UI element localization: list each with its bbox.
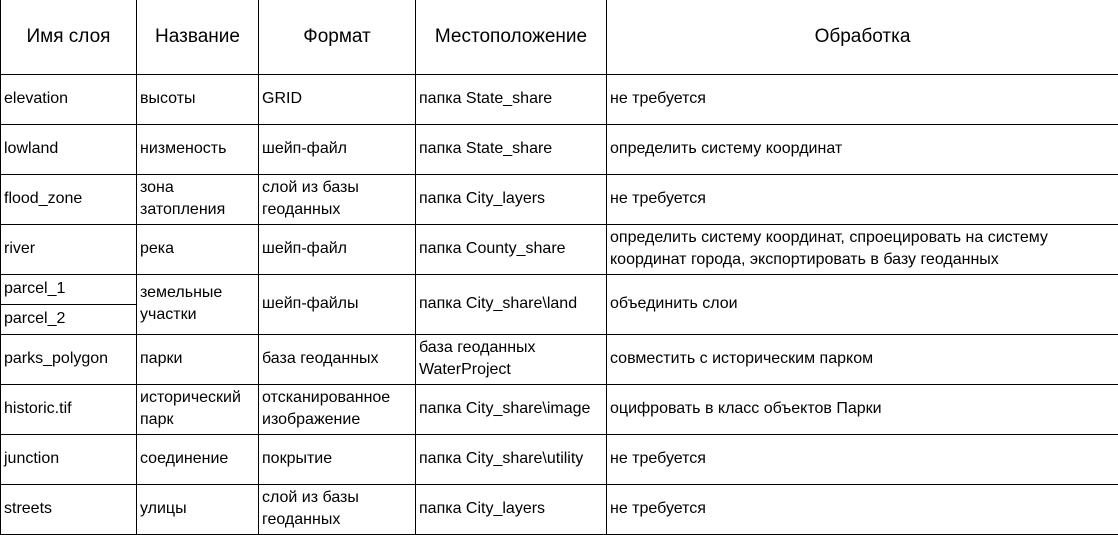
cell-location: папка City_share\utility [416,434,607,484]
cell-processing: не требуется [607,484,1118,534]
cell-format: слой из базы геоданных [259,174,416,224]
cell-processing: определить систему координат, спроецировать на систему координат города, экспортировать в базу геоданных [607,224,1118,274]
cell-location: папка County_share [416,224,607,274]
cell-format: GRID [259,74,416,124]
cell-layer: elevation [1,74,137,124]
table-row [1,484,1118,534]
cell-layer: streets [1,484,137,534]
cell-name: парки [137,334,259,384]
cell-format: шейп-файл [259,124,416,174]
cell-name: улицы [137,484,259,534]
cell-layer: parcel_1 [1,274,137,304]
cell-name: низменость [137,124,259,174]
cell-layer: river [1,224,137,274]
cell-location: папка City_share\land [416,274,607,334]
table-row [1,224,1118,274]
cell-location: папка State_share [416,124,607,174]
cell-layer: parcel_2 [1,304,137,334]
cell-processing: не требуется [607,174,1118,224]
table-row [1,74,1118,124]
header-processing: Обработка [607,0,1118,74]
header-format: Формат [259,0,416,74]
table-row [1,334,1118,384]
header-layer-name: Имя слоя [1,0,137,74]
table-row [1,124,1118,174]
header-row [1,0,1118,74]
cell-layer: junction [1,434,137,484]
cell-format: шейп-файл [259,224,416,274]
cell-layer: historic.tif [1,384,137,434]
cell-location: папка City_layers [416,484,607,534]
cell-processing: совместить с историческим парком [607,334,1118,384]
cell-format: слой из базы геоданных [259,484,416,534]
cell-name: зона затопления [137,174,259,224]
cell-location: папка City_layers [416,174,607,224]
cell-name: река [137,224,259,274]
header-location: Местоположение [416,0,607,74]
cell-name: высоты [137,74,259,124]
cell-processing: не требуется [607,434,1118,484]
cell-format: шейп-файлы [259,274,416,334]
table-row [1,174,1118,224]
cell-location: папка City_share\image [416,384,607,434]
cell-format: покрытие [259,434,416,484]
cell-processing: определить систему координат [607,124,1118,174]
header-title: Название [137,0,259,74]
cell-name: соединение [137,434,259,484]
table-row [1,384,1118,434]
cell-name: исторический парк [137,384,259,434]
cell-layer: lowland [1,124,137,174]
cell-name: земельные участки [137,274,259,334]
cell-format: отсканированное изображение [259,384,416,434]
cell-processing: объединить слои [607,274,1118,334]
table-row [1,434,1118,484]
cell-format: база геоданных [259,334,416,384]
cell-processing: не требуется [607,74,1118,124]
cell-layer: parks_polygon [1,334,137,384]
cell-layer: flood_zone [1,174,137,224]
cell-location: база геоданных WaterProject [416,334,607,384]
cell-location: папка State_share [416,74,607,124]
cell-processing: оцифровать в класс объектов Парки [607,384,1118,434]
table-row [1,274,1118,304]
